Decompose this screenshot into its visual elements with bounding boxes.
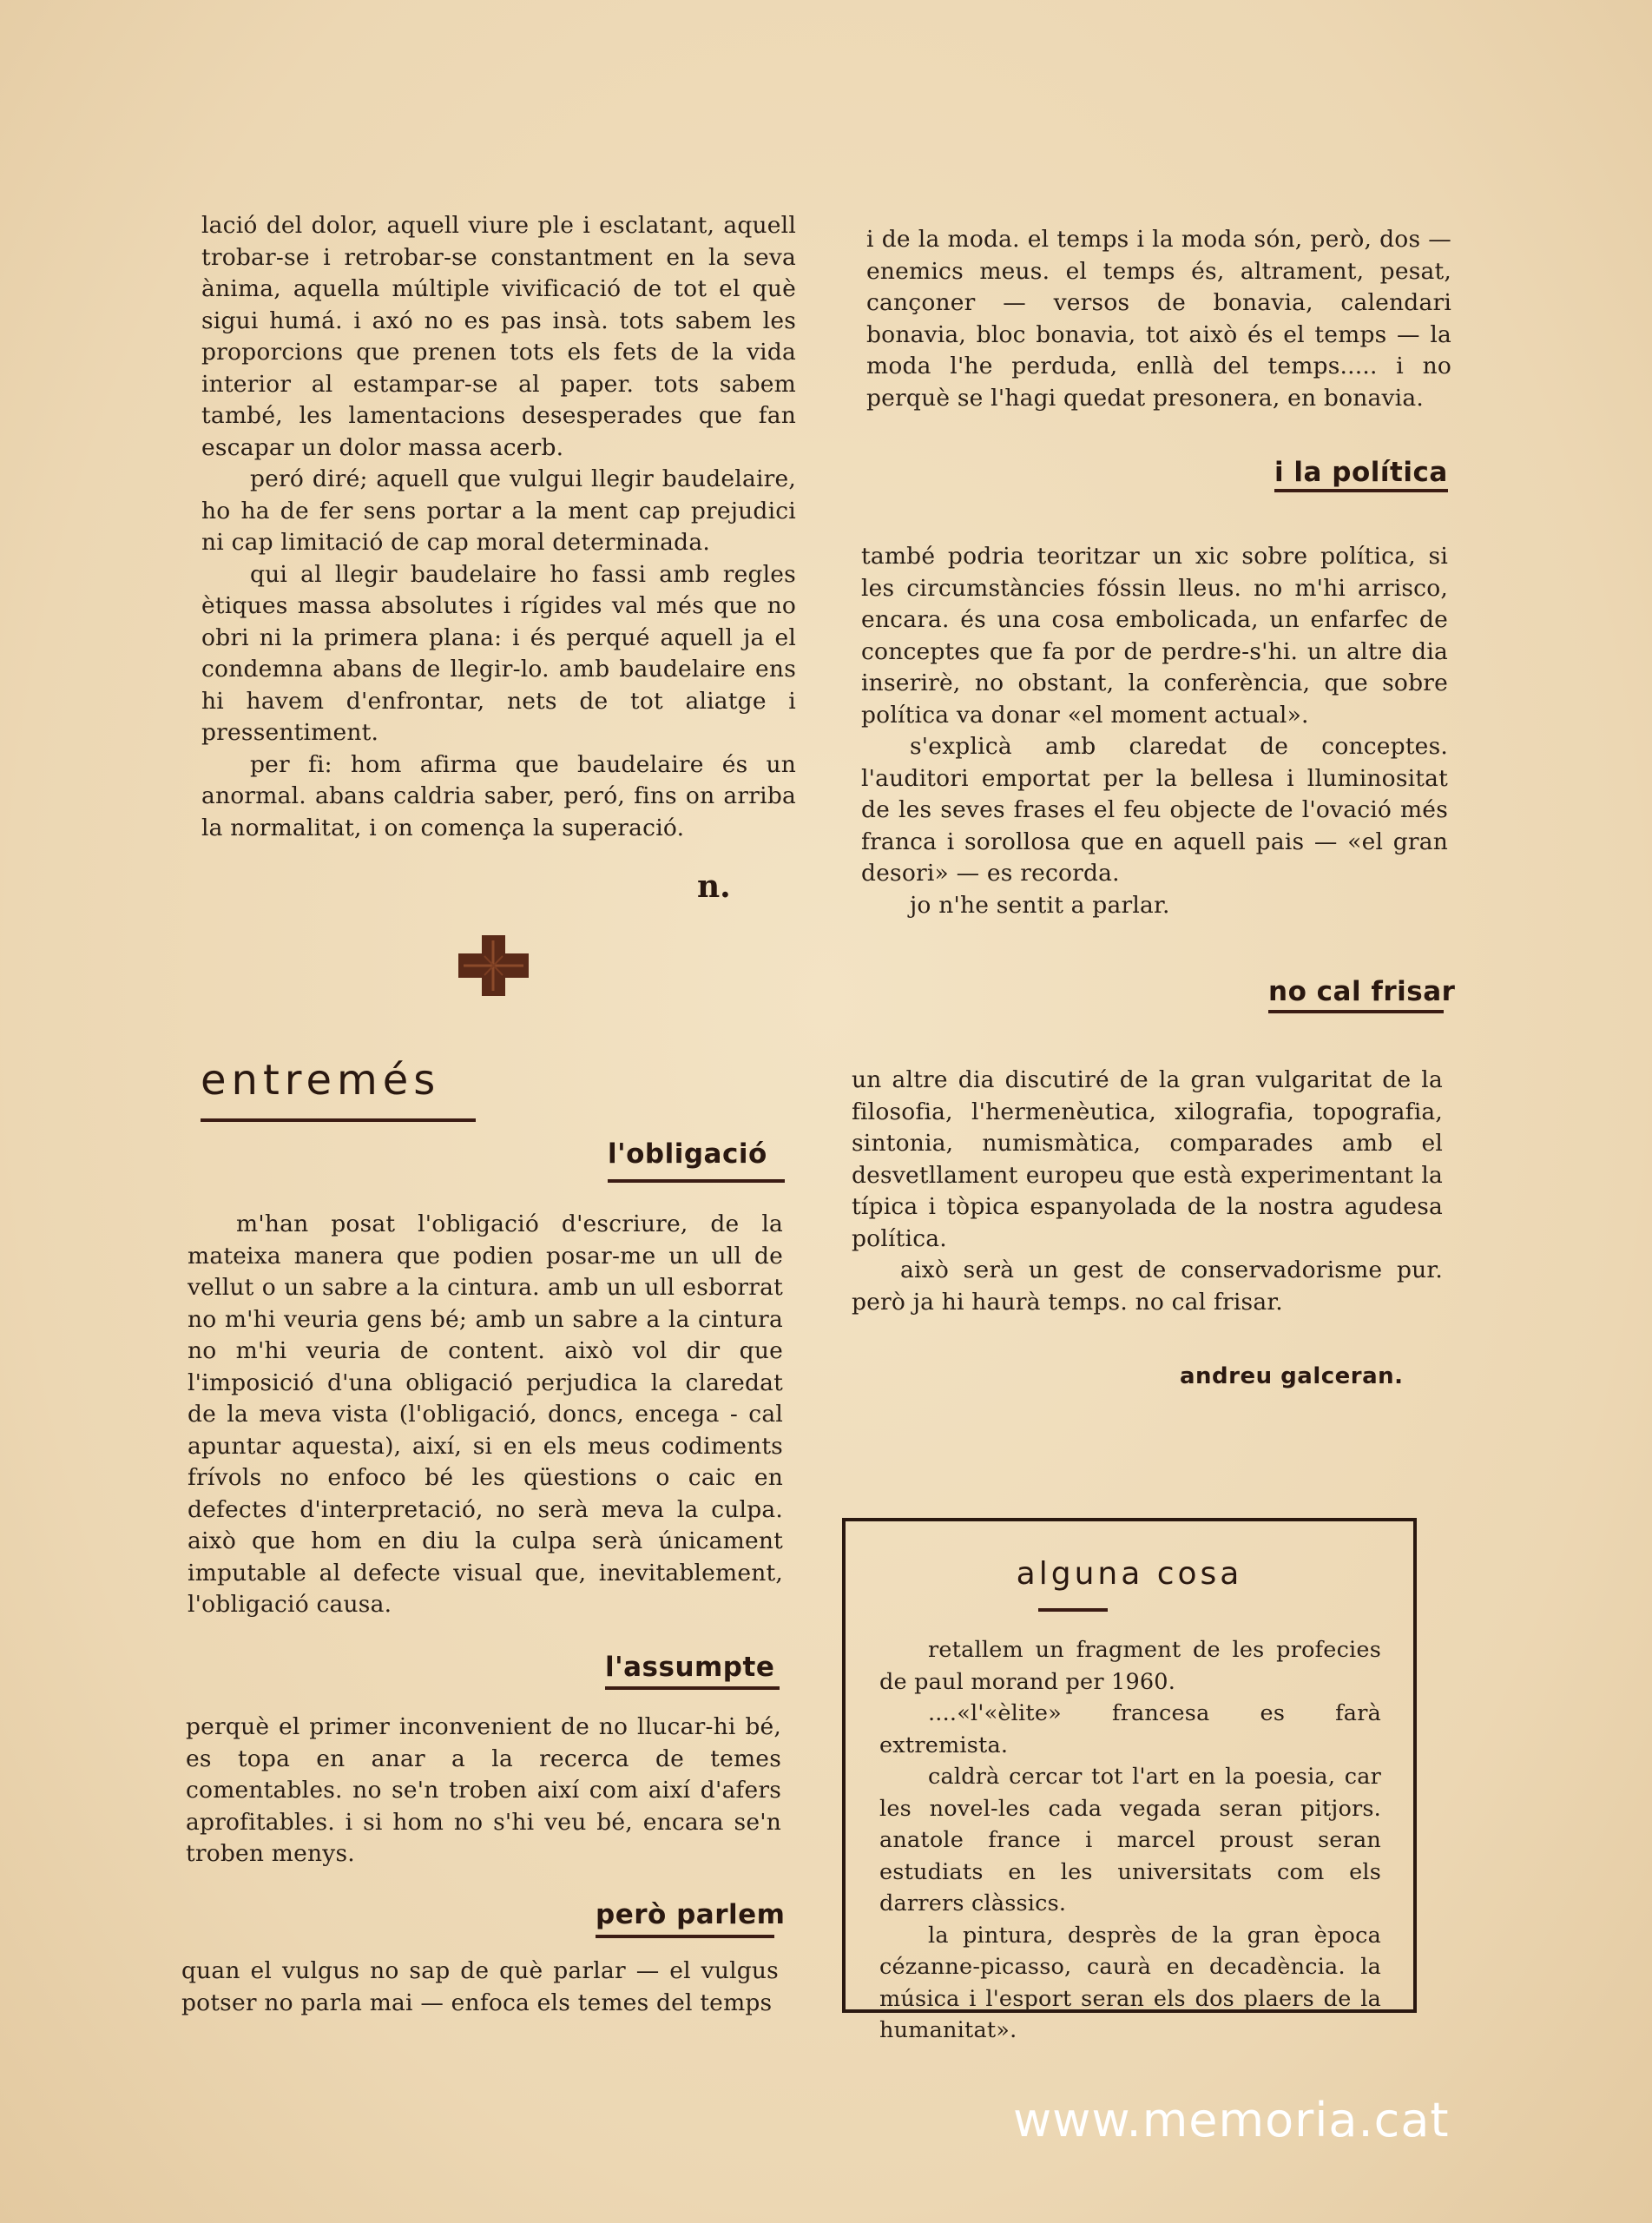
- pero-parlem-text: [181, 1956, 779, 2019]
- paragraph: això serà un gest de conservadorisme pur. però ja hi haurà temps. no cal frisar.: [852, 1257, 1443, 1316]
- left-top-column: [201, 210, 796, 844]
- paragraph: i de la moda. el temps i la moda són, però, dos — enemics meus. el temps és, altrament, pesat, cançoner — versos de bonavia, calendari bonavia, bloc bonavia, tot això és el temps — la moda l'he perduda, enllà del temps..... i no perquè se l'hagi quedat presonera, en bonavia.: [866, 226, 1451, 412]
- watermark: www.memoria.cat: [1013, 2093, 1450, 2147]
- right-top-column: [866, 224, 1451, 414]
- paragraph: caldrà cercar tot l'art en la poesia, car les novel-les cada vegada seran pitjors. anatole france i marcel proust seran estudiats en les universitats com els darrers clàssics.: [879, 1764, 1381, 1916]
- obligacio-text: [188, 1209, 783, 1621]
- assumpte-text: [186, 1712, 781, 1870]
- paragraph: perquè el primer inconvenient de no llucar-hi bé, es topa en anar a la recerca de temes comentables. no se'n troben així com així d'afers aprofitables. i si hom no s'hi veu bé, encara se'n troben menys.: [186, 1713, 781, 1867]
- paragraph: peró diré; aquell que vulgui llegir baudelaire, ho ha de fer sens portar a la ment cap prejudici ni cap limitació de cap moral determinada.: [201, 465, 796, 556]
- box-title-underline: [1038, 1608, 1108, 1612]
- politica-text: [861, 541, 1448, 921]
- alguna-cosa-box: [842, 1518, 1417, 2043]
- subheading-frisar: no cal frisar: [1268, 976, 1456, 1007]
- paragraph: retallem un fragment de les profecies de paul morand per 1960.: [879, 1637, 1381, 1695]
- paragraph: un altre dia discutiré de la gran vulgaritat de la filosofia, l'hermenèutica, xilografia, topografia, sintonia, numismàtica, comparades amb el desvetllament europeu que està experimentant la típica i tòpica espanyolada de la nostra agudesa política.: [852, 1066, 1443, 1252]
- paragraph: lació del dolor, aquell viure ple i esclatant, aquell trobar-se i retrobar-se constantment en la seva ànima, aquella múltiple vivificació de tot el què sigui humá. i axó no es pas insà. tots sabem les proporcions que prenen tots els fets de la vida interior al estampar-se al paper. tots sabem també, les lamentacions desesperades que fan escapar un dolor massa acerb.: [201, 212, 796, 461]
- paragraph: s'explicà amb claredat de conceptes. l'auditori emportat per la bellesa i lluminositat de les seves frases el feu objecte de l'ovació més franca i sorollosa que en aquell pais — «el gran desori» — es recorda.: [861, 733, 1448, 887]
- author-signature: andreu galceran.: [1180, 1363, 1404, 1389]
- subheading-underline: [608, 1179, 785, 1183]
- subheading-underline: [605, 1686, 780, 1690]
- subheading-underline: [596, 1935, 774, 1938]
- subheading-politica: i la política: [1274, 457, 1448, 488]
- subheading-obligacio: l'obligació: [608, 1138, 767, 1170]
- paragraph: quan el vulgus no sap de què parlar — el vulgus potser no parla mai — enfoca els temes del temps: [181, 1957, 779, 2016]
- subheading-pero-parlem: però parlem: [596, 1899, 786, 1930]
- paragraph: per fi: hom afirma que baudelaire és un anormal. abans caldria saber, peró, fins on arriba la normalitat, i on comença la superació.: [201, 750, 796, 841]
- subheading-assumpte: l'assumpte: [605, 1652, 775, 1683]
- cross-ornament-icon: [458, 935, 529, 996]
- title-underline: [201, 1118, 476, 1122]
- author-initial: n.: [697, 868, 731, 905]
- paragraph: m'han posat l'obligació d'escriure, de la mateixa manera que podien posar-me un ull de vellut o un sabre a la cintura. amb un ull esborrat no m'hi veuria gens bé; amb un sabre a la cintura no m'hi veuria de content. això vol dir que l'imposició d'una obligació perjudica la claredat de la meva vista (l'obligació, doncs, encega - cal apuntar aquesta), així, si en els meus codiments frívols no enfoco bé les qüestions o caic en defectes d'interpretació, no serà meva la culpa. això que hom en diu la culpa serà únicament imputable al defecte visual que, inevitablement, l'obligació causa.: [188, 1210, 783, 1618]
- paragraph: també podria teoritzar un xic sobre política, si les circumstàncies fóssin lleus. no m'hi arrisco, encara. és una cosa embolicada, un enfarfec de conceptes que fa por de perdre-s'hi. un altre dia inserirè, no obstant, la conferència, que sobre política va donar «el moment actual».: [861, 543, 1448, 729]
- paragraph: ....«l'«èlite» francesa es farà extremista.: [879, 1700, 1381, 1758]
- paragraph: qui al llegir baudelaire ho fassi amb regles ètiques massa absolutes i rígides val més que no obri ni la primera plana: i és perqué aquell ja el condemna abans de llegir-lo. amb baudelaire ens hi havem d'enfrontar, nets de tot aliatge i pressentiment.: [201, 560, 796, 746]
- section-title-entremes: entremés: [201, 1056, 441, 1105]
- box-title: alguna cosa: [1016, 1556, 1243, 1592]
- frisar-text: [852, 1065, 1443, 1318]
- subheading-underline: [1274, 489, 1448, 492]
- paragraph: la pintura, desprès de la gran època cézanne-picasso, caurà en decadència. la música i l'esport seran els dos plaers de la humanitat».: [879, 1922, 1381, 2043]
- subheading-underline: [1268, 1010, 1444, 1013]
- box-text: [879, 1634, 1381, 2047]
- paragraph: jo n'he sentit a parlar.: [910, 891, 1170, 919]
